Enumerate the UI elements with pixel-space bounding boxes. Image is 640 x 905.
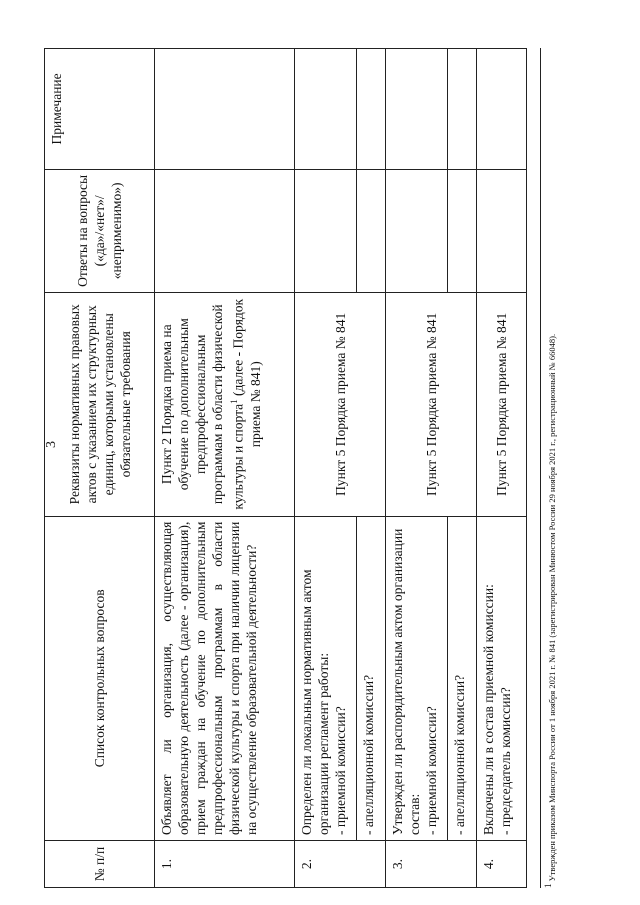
answer-cell — [155, 169, 295, 292]
footnote — [540, 48, 557, 888]
note-cell — [295, 49, 357, 170]
header-row — [45, 49, 155, 888]
requisite-text: Пункт 2 Порядка приема на обучение по дополнительным предпрофессиональным программам в области физической культуры и спорта — [159, 304, 246, 510]
question-cell — [477, 516, 527, 840]
requisite-tail: (далее - Порядок приема № 841) — [230, 298, 263, 448]
table-row — [477, 49, 527, 888]
question-sub: - приемной комиссии? — [424, 706, 439, 836]
answer-cell — [477, 169, 527, 292]
page-number: 3 — [44, 441, 59, 448]
row-number: 2. — [295, 841, 386, 888]
footnote-text: Утвержден приказом Минспорта России от 1 ноября 2021 г. № 841 (зарегистрирован Минюстом России 29 ноября 2021 г., регистрационный № 66048). — [546, 333, 557, 882]
question-text: Утвержден ли распорядительным актом организации состав: — [390, 528, 422, 836]
answer-cell — [448, 169, 477, 292]
header-questions: Список контрольных вопросов — [45, 516, 155, 840]
note-cell — [357, 49, 386, 170]
header-notes: Примечание — [45, 49, 155, 170]
question-cell — [295, 516, 357, 840]
note-cell — [386, 49, 448, 170]
requisite-cell — [155, 292, 295, 516]
question-sub: - председатель комиссии? — [498, 687, 513, 836]
footnote-marker: 1 — [543, 883, 553, 888]
question-cell: Объявляет ли организация, осуществляющая образовательную деятельность (далее - организация), прием граждан на обучение по дополнительным предпрофессиональным программам в области физической культуры и спорта при наличии лицензии на осуществление образовательной деятельности? — [155, 516, 295, 840]
question-text: Включены ли в состав приемной комиссии: — [481, 584, 496, 836]
row-number: 1. — [155, 841, 295, 888]
checklist-table — [44, 48, 527, 888]
table-row — [295, 49, 357, 888]
question-sub: - приемной комиссии? — [333, 706, 348, 836]
requisite-cell: Пункт 5 Порядка приема № 841 — [386, 292, 477, 516]
table-row — [155, 49, 295, 888]
note-cell — [155, 49, 295, 170]
question-cell — [386, 516, 448, 840]
row-number: 4. — [477, 841, 527, 888]
question-text: Определен ли локальным нормативным актом организации регламент работы: — [299, 569, 331, 836]
answer-cell — [295, 169, 357, 292]
note-cell — [477, 49, 527, 170]
row-number: 3. — [386, 841, 477, 888]
requisite-cell: Пункт 5 Порядка приема № 841 — [295, 292, 386, 516]
table-row — [386, 49, 448, 888]
question-sub: - апелляционной комиссии? — [357, 516, 386, 840]
header-requisites: Реквизиты нормативных правовых актов с указанием их структурных единиц, которыми установлены обязательные требования — [45, 292, 155, 516]
footnote-ref: 1 — [229, 399, 239, 404]
note-cell — [448, 49, 477, 170]
requisite-cell: Пункт 5 Порядка приема № 841 — [477, 292, 527, 516]
rotated-page — [44, 48, 604, 888]
answer-cell — [386, 169, 448, 292]
header-num: № п/п — [45, 841, 155, 888]
question-sub: - апелляционной комиссии? — [448, 516, 477, 840]
header-answers: Ответы на вопросы («да»/«нет»/ «неприменимо») — [45, 169, 155, 292]
answer-cell — [357, 169, 386, 292]
